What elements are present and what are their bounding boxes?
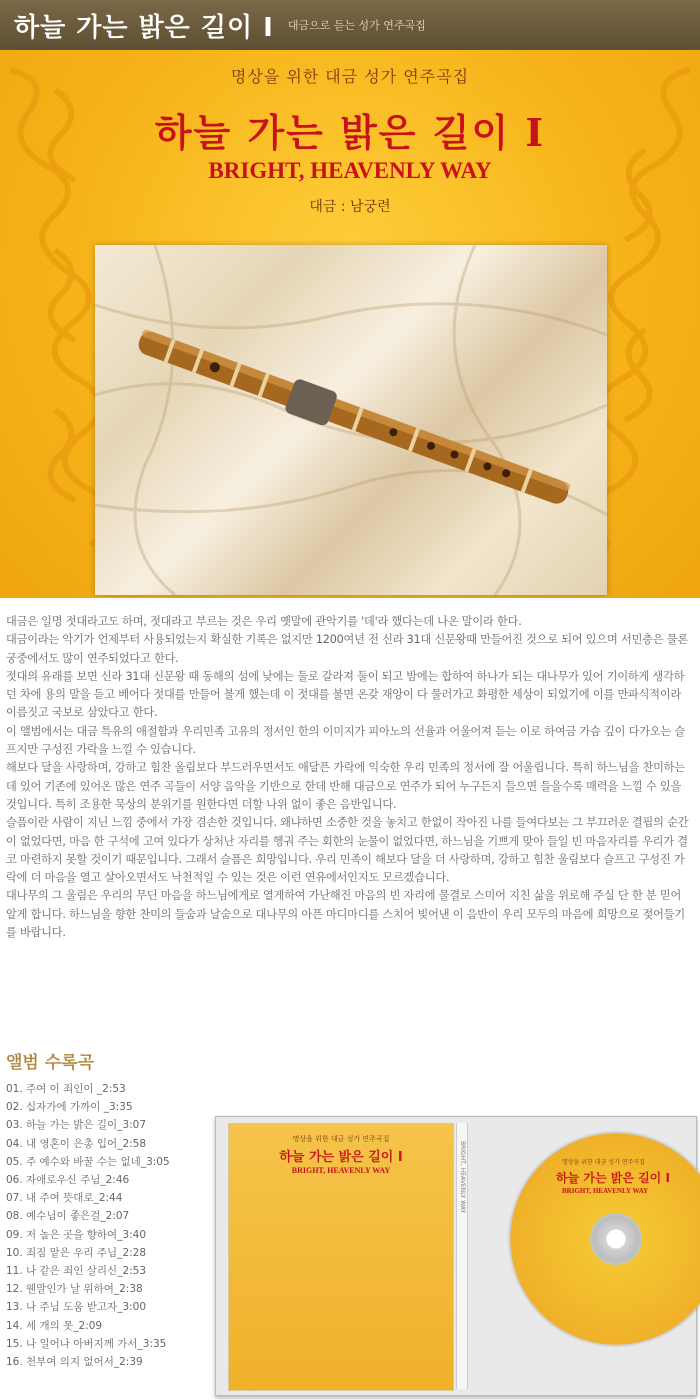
page-header (0, 0, 700, 50)
description-paragraph: 이 앨범에서는 대금 특유의 애절함과 우리민족 고유의 정서인 한의 이미지가 피아노의 선율과 어울어져 듣는 이로 하여금 가슴 깊이 다가오는 슬프지만 구성진 가락을 느낄 수 있습니다. (6, 724, 685, 757)
booklet-english-title: BRIGHT, HEAVENLY WAY (291, 1166, 391, 1175)
track-item: 16. 천부여 의지 없어서_2:39 (6, 1356, 143, 1369)
spine-text: BRIGHT, HEAVENLY WAY (459, 1141, 466, 1214)
track-item: 10. 죄짐 맡은 우리 주님_2:28 (6, 1246, 147, 1259)
track-item: 15. 나 일어나 아버지께 가서_3:35 (6, 1337, 167, 1350)
description-paragraph: 슬픔이란 사람이 지닌 느낌 중에서 가장 겸손한 것입니다. 왜냐하면 소중한 것을 놓치고 한없이 작아진 나를 들여다보는 그 부끄러운 결핍의 순간이 없었다면, 마음 한 구석에 고여 있다가 상처난 자리를 헹궈 주는 회한의 눈물이 없었다면, 하느님을 기쁘게 맞아 들일 빈 마음자리를 우리가 결코 마련하지 못할 것이기 때문입니다. 그래서 슬픔은 희망입니다. 우리 민족이 해보다 달을 더 사랑하며, 강하고 힘찬 울림보다 슬프고 구성진 가락에 더 마음을 열고 살아오면서도 낙천적일 수 있는 것은 이런 연유에서인지도 모르겠습니다. (6, 816, 689, 885)
tracklist (6, 1080, 170, 1371)
album-description (6, 613, 694, 942)
cd-hub-icon (590, 1213, 642, 1265)
cover-performer: 대금 : 남궁련 (309, 199, 391, 215)
track-item: 04. 내 영혼이 은총 입어_2:58 (6, 1137, 147, 1150)
daegeum-photo (95, 245, 607, 595)
track-item: 09. 저 높은 곳을 향하여_3:40 (6, 1228, 147, 1241)
track-item: 07. 내 주여 뜻대로_2:44 (6, 1192, 123, 1205)
description-paragraph: 해보다 달을 사랑하며, 강하고 힘찬 울림보다 부드러우면서도 애달픈 가락에 익숙한 우리 민족의 정서에 잘 어울립니다. 특히 하느님을 찬미하는데 있어 기존에 있어온 많은 연주 곡들이 서양 음악을 기반으로 한데 반해 대금으로 연주가 되어 누구든지 들으면 들을수록 매력을 느낄 수 있을 것입니다. 특히 조용한 묵상의 분위기를 원한다면 더할 나위 없이 좋은 음반입니다. (6, 761, 685, 811)
track-item: 08. 예수님이 좋은걸_2:07 (6, 1210, 130, 1223)
booklet-title: 하늘 가는 밝은 길이 I (279, 1150, 403, 1165)
track-item: 14. 세 개의 못_2:09 (6, 1319, 103, 1332)
booklet-upper-text: 명상을 위한 대금 성가 연주곡집 (292, 1135, 390, 1143)
track-item: 05. 주 예수와 바꿀 수는 없네_3:05 (6, 1155, 170, 1168)
track-item: 02. 십자가에 가까이 _3:35 (6, 1101, 133, 1114)
description-paragraph: 대나무의 그 울림은 우리의 무딘 마음을 하느님에게로 열게하여 가난해진 마음의 빈 자리에 물결로 스미어 지친 삶을 위로해 주실 단 한 분 믿어 알게 합니다. 하느님을 향한 찬미의 들숨과 날숨으로 대나무의 아픈 마디마디를 스치어 빚어낸 이 음반이 우리 모두의 마음에 희망으로 젖어들기를 바랍니다. (6, 889, 685, 940)
track-item: 13. 나 주님 도움 받고자_3:00 (6, 1301, 147, 1314)
cover-title: 하늘 가는 밝은 길이 Ⅰ (154, 110, 546, 155)
daegeum-flute-icon (95, 245, 607, 595)
track-item: 03. 하늘 가는 밝은 길이_3:07 (6, 1119, 147, 1132)
disc-english-title: BRIGHT, HEAVENLY WAY (562, 1187, 649, 1195)
track-item: 01. 주여 이 죄인이 _2:53 (6, 1083, 126, 1095)
cd-package-image (215, 1116, 697, 1396)
description-paragraph: 대금은 일명 젓대라고도 하며, 젓대라고 부르는 것은 우리 옛말에 관악기를 '데'라 했다는데 나온 말이라 한다. (6, 615, 522, 628)
disc-title: 하늘 가는 밝은 길이 I (556, 1171, 670, 1185)
track-item: 11. 나 같은 죄인 살리신_2:53 (6, 1265, 147, 1278)
album-cover (0, 50, 700, 598)
cd-booklet (228, 1123, 454, 1391)
header-title: 하늘 가는 밝은 길이 I (14, 12, 274, 43)
cover-upper-text: 명상을 위한 대금 성가 연주곡집 (230, 67, 470, 86)
cover-english-title: BRIGHT, HEAVENLY WAY (208, 158, 492, 183)
track-item: 06. 자애로우신 주님_2:46 (6, 1174, 130, 1187)
tracklist-title: 앨범 수록곡 (6, 1053, 95, 1073)
description-paragraph: 대금이라는 악기가 언제부터 사용되었는지 확실한 기록은 없지만 1200여년 전 신라 31대 신문왕때 만들어진 것으로 되어 있으며 서민층은 물론 궁중에서도 많이 연주되었다고 한다. (6, 633, 688, 665)
description-paragraph: 젓대의 유래를 보면 신라 31대 신문왕 때 동해의 섬에 낮에는 둘로 갈라져 둘이 되고 밤에는 합하여 하나가 되는 대나무가 있어 기이하게 생각하던 차에 용의 말을 듣고 베어다 젓대를 만들어 불게 했는데 이 젓대를 불면 온갖 재앙이 다 물러가고 화평한 세상이 되었기에 이를 만파식적이라 이름짓고 국보로 삼았다고 한다. (6, 669, 685, 720)
track-item: 12. 웬말인가 날 위하여_2:38 (6, 1283, 143, 1296)
disc-upper-text: 명상을 위한 대금 성가 연주곡집 (562, 1159, 645, 1166)
header-subtitle: 대금으로 듣는 성가 연주곡집 (287, 19, 426, 32)
